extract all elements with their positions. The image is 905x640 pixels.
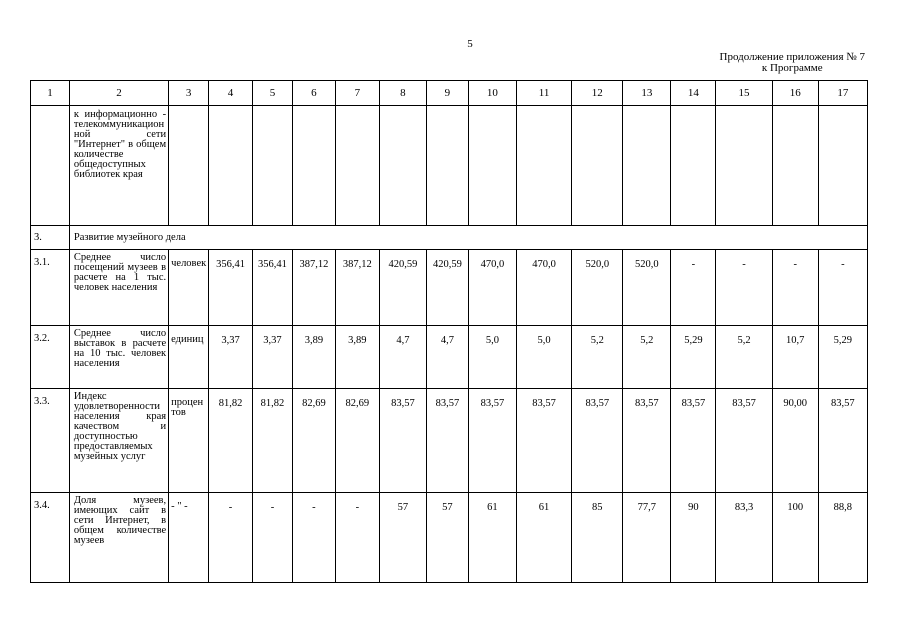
column-header: 2 (69, 81, 168, 106)
table-row (31, 250, 868, 326)
value-cell: 83,57 (426, 389, 468, 493)
value-cell (426, 106, 468, 226)
value-cell: 5,0 (468, 326, 516, 389)
value-cell: 387,12 (335, 250, 379, 326)
row-number: 3.1. (31, 250, 70, 326)
column-header: 9 (426, 81, 468, 106)
row-number: 3.2. (31, 326, 70, 389)
value-cell (671, 106, 716, 226)
unit-of-measure: человек (169, 250, 209, 326)
value-cell: 83,3 (716, 493, 772, 583)
value-cell: 5,29 (671, 326, 716, 389)
value-cell: 88,8 (818, 493, 867, 583)
table-row (31, 106, 868, 226)
value-cell: 5,0 (516, 326, 571, 389)
value-cell: 57 (426, 493, 468, 583)
column-header: 13 (623, 81, 671, 106)
value-cell (335, 106, 379, 226)
section-title: Развитие музейного дела (69, 226, 867, 250)
value-cell: 10,7 (772, 326, 818, 389)
row-number: 3.3. (31, 389, 70, 493)
indicator-name: Доля музеев, имеющих сайт в сети Интернет, в общем количестве музеев (69, 493, 168, 583)
value-cell: 4,7 (426, 326, 468, 389)
value-cell: 420,59 (426, 250, 468, 326)
program-table (30, 80, 868, 583)
value-cell: 82,69 (292, 389, 335, 493)
column-header: 17 (818, 81, 867, 106)
value-cell (818, 106, 867, 226)
value-cell: - (716, 250, 772, 326)
value-cell: 57 (379, 493, 426, 583)
value-cell (572, 106, 623, 226)
value-cell: 82,69 (335, 389, 379, 493)
unit-of-measure: единиц (169, 326, 209, 389)
value-cell: 83,57 (516, 389, 571, 493)
indicator-name: к информационно - телекоммуникационной сети "Интернет" в общем количестве общедоступных библиотек края (69, 106, 168, 226)
value-cell (623, 106, 671, 226)
value-cell: 356,41 (253, 250, 293, 326)
row-number (31, 106, 70, 226)
value-cell: - (292, 493, 335, 583)
section-row (31, 226, 868, 250)
value-cell (772, 106, 818, 226)
value-cell: 83,57 (623, 389, 671, 493)
value-cell: 356,41 (209, 250, 253, 326)
value-cell: 520,0 (623, 250, 671, 326)
value-cell: - (209, 493, 253, 583)
value-cell: 470,0 (468, 250, 516, 326)
column-header: 14 (671, 81, 716, 106)
unit-of-measure (169, 106, 209, 226)
value-cell (253, 106, 293, 226)
value-cell: - (772, 250, 818, 326)
column-header: 1 (31, 81, 70, 106)
unit-of-measure: - " - (169, 493, 209, 583)
value-cell (516, 106, 571, 226)
column-header: 12 (572, 81, 623, 106)
value-cell: - (335, 493, 379, 583)
value-cell: 5,2 (716, 326, 772, 389)
value-cell: 100 (772, 493, 818, 583)
value-cell: 5,2 (623, 326, 671, 389)
column-header: 5 (253, 81, 293, 106)
column-header: 3 (169, 81, 209, 106)
column-header: 11 (516, 81, 571, 106)
table-row (31, 326, 868, 389)
section-number: 3. (31, 226, 70, 250)
value-cell: 61 (468, 493, 516, 583)
value-cell: - (253, 493, 293, 583)
value-cell: 90,00 (772, 389, 818, 493)
page-number: 5 (467, 38, 473, 50)
value-cell: 83,57 (379, 389, 426, 493)
value-cell: 61 (516, 493, 571, 583)
header-note-line1: Продолжение приложения № 7 (719, 51, 865, 63)
value-cell: 81,82 (253, 389, 293, 493)
value-cell: - (818, 250, 867, 326)
header-note (720, 52, 865, 74)
value-cell (716, 106, 772, 226)
column-header: 6 (292, 81, 335, 106)
value-cell: - (671, 250, 716, 326)
column-header: 15 (716, 81, 772, 106)
value-cell: 3,89 (335, 326, 379, 389)
row-number: 3.4. (31, 493, 70, 583)
value-cell: 83,57 (572, 389, 623, 493)
value-cell (292, 106, 335, 226)
column-header: 8 (379, 81, 426, 106)
value-cell: 90 (671, 493, 716, 583)
column-header: 16 (772, 81, 818, 106)
column-header: 4 (209, 81, 253, 106)
indicator-name: Среднее число посещений музеев в расчете на 1 тыс. человек населения (69, 250, 168, 326)
value-cell: 3,37 (209, 326, 253, 389)
header-note-line2: к Программе (761, 62, 823, 74)
value-cell (379, 106, 426, 226)
indicator-name: Среднее число выставок в расчете на 10 тыс. человек населения (69, 326, 168, 389)
value-cell: 5,2 (572, 326, 623, 389)
column-header: 10 (468, 81, 516, 106)
value-cell: 4,7 (379, 326, 426, 389)
column-header: 7 (335, 81, 379, 106)
value-cell: 83,57 (671, 389, 716, 493)
value-cell: 81,82 (209, 389, 253, 493)
value-cell: 3,89 (292, 326, 335, 389)
column-number-row (31, 81, 868, 106)
indicator-name: Индекс удовлетворенности населения края качеством и доступностью предоставляемых музейных услуг (69, 389, 168, 493)
value-cell (209, 106, 253, 226)
value-cell: 85 (572, 493, 623, 583)
value-cell: 83,57 (716, 389, 772, 493)
value-cell: 83,57 (818, 389, 867, 493)
value-cell: 520,0 (572, 250, 623, 326)
value-cell: 83,57 (468, 389, 516, 493)
value-cell (468, 106, 516, 226)
value-cell: 420,59 (379, 250, 426, 326)
value-cell: 387,12 (292, 250, 335, 326)
value-cell: 5,29 (818, 326, 867, 389)
value-cell: 3,37 (253, 326, 293, 389)
table-row (31, 493, 868, 583)
value-cell: 470,0 (516, 250, 571, 326)
table-row (31, 389, 868, 493)
value-cell: 77,7 (623, 493, 671, 583)
unit-of-measure: процентов (169, 389, 209, 493)
